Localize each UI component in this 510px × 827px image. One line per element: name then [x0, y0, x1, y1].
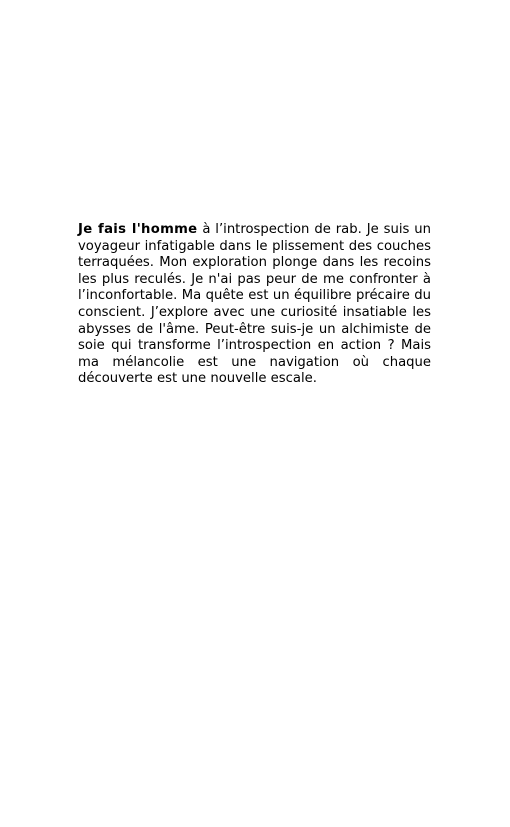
paragraph-text: à l’introspection de rab. Je suis un voyageur infatigable dans le plissement des couches terraquées. Mon exploration plonge dans les recoins les plus reculés. Je n'ai pas peur de me confronter à l’inconfortable. Ma quête est un équilibre précaire du conscient. J’explore avec une curiosité insatiable les abysses de l'âme. Peut-être suis-je un alchimiste de soie qui transforme l’introspection en action ? Mais ma mélancolie est une navigation où chaque découverte est une nouvelle escale. — [78, 222, 431, 387]
body-paragraph — [78, 222, 431, 388]
lead-in-text: Je fais l'homme — [78, 222, 198, 237]
